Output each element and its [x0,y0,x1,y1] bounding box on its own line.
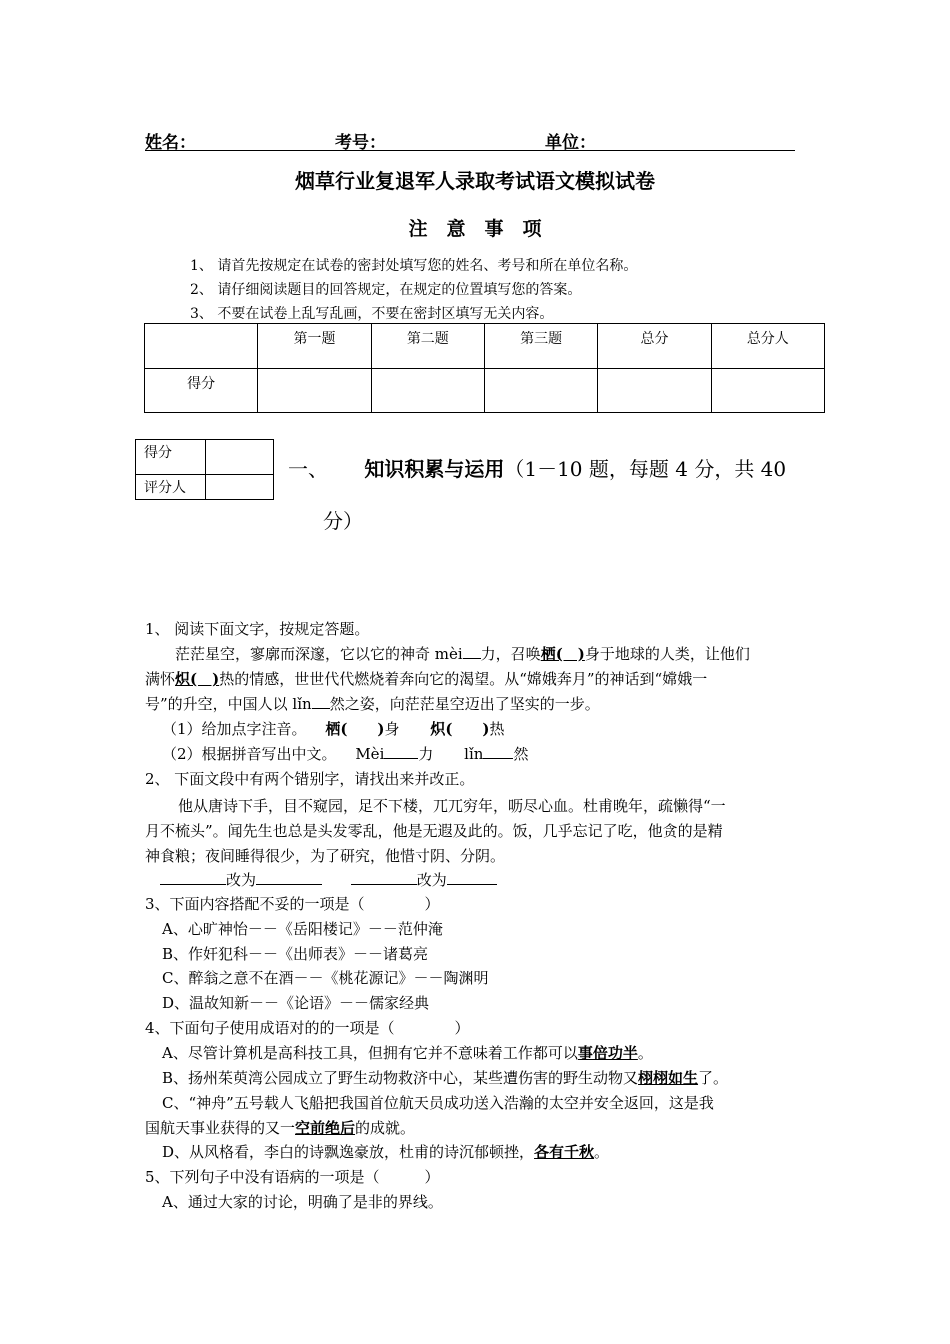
q1-passage-line [145,668,707,689]
q4-text: B、扬州茱萸湾公园成立了野生动物救济中心，某些遭伤害的野生动物又 [162,1069,639,1087]
q1-sub1 [162,718,505,739]
q2-passage-line: 他从唐诗下手，目不窥园，足不下楼，兀兀穷年，呖尽心血。杜甫晚年，疏懒得“一 [178,797,726,815]
q2-answer-line [160,869,497,890]
q1-text: 满怀 [145,670,176,688]
section-heading [288,453,786,482]
q1-blank[interactable] [312,694,330,709]
q1-text: 热的情感，世世代代燃烧着奔向它的渴望。从“嫦娥奔月”的神话到“嫦娥一 [219,670,708,688]
q4-option-d[interactable] [162,1141,609,1162]
notice-heading: 注 意 事 项 [408,218,542,240]
q1-passage-line [175,643,750,664]
notice-item: 2、 请仔细阅读题目的回答规定，在规定的位置填写您的答案。 [190,282,582,298]
score-cell[interactable] [258,369,371,413]
q4-text: 了。 [698,1069,729,1087]
q4-option-c-cont [145,1117,415,1138]
q1-text: 力，召唤 [480,645,541,663]
notice-item: 1、 请首先按规定在试卷的密封处填写您的姓名、考号和所在单位名称。 [190,258,638,274]
notice-item: 3、 不要在试卷上乱写乱画，不要在密封区填写无关内容。 [190,306,554,322]
q2-passage-line: 神食粮；夜间睡得很少，为了研究，他惜寸阴、分阴。 [145,847,506,865]
score-table-header: 第一题 [258,324,371,369]
q2-passage-line: 月不梳头”。闻先生也总是头发零乱，他是无遐及此的。饭，几乎忘记了吃，他贪的是精 [145,822,723,840]
q4-stem: 4、下面句子使用成语对的的一项是（ ） [145,1019,470,1037]
q3-option[interactable]: A、心旷神怡－－《岳阳楼记》－－范仲淹 [162,920,443,938]
q2-stem: 2、 下面文段中有两个错别字，请找出来并改正。 [145,770,475,788]
score-table-header: 第三题 [484,324,597,369]
exam-header [145,128,795,151]
q1-sub1-text: 热 [489,720,505,738]
q2-change-label: 改为 [416,871,447,889]
q5-option[interactable]: A、通过大家的讨论，明确了是非的界线。 [162,1193,443,1211]
exam-no-label: 考号： [335,133,386,153]
section-score-label: 得分 [136,440,206,475]
score-table-header: 第二题 [371,324,484,369]
q1-sub1-text: 身 [384,720,400,738]
q1-sub2-pinyin: Mèi [355,745,385,763]
q4-text: 。 [594,1143,610,1161]
unit-label: 单位： [545,133,596,153]
q1-text: 然之姿，向茫茫星空迈出了坚实的一步。 [329,695,600,713]
q1-text: 身于地球的人类，让他们 [584,645,750,663]
q1-sub1-word[interactable]: 栖( ) [325,720,385,738]
q2-blank[interactable] [351,870,417,885]
q4-option-c[interactable]: C、“神舟”五号载人飞船把我国首位航天员成功送入浩瀚的太空并安全返回，这是我 [162,1094,714,1112]
q1-sub2 [162,743,528,764]
q1-passage-line [145,693,600,714]
q1-sub2-blank[interactable] [483,744,513,759]
score-table [144,323,825,413]
q1-sub2-label: （2）根据拼音写出中文。 [162,745,337,763]
q4-text: 。 [637,1044,653,1062]
section-note-cont: 分） [323,509,363,533]
q3-option[interactable]: D、温故知新－－《论语》－－儒家经典 [162,994,430,1012]
q4-text: A、尽管计算机是高科技工具，但拥有它并不意味着工作都可以 [162,1044,578,1062]
q1-stem: 1、 阅读下面文字，按规定答题。 [145,620,370,638]
section-score-cell[interactable] [206,440,274,475]
score-row-label: 得分 [145,369,258,413]
q2-change-label: 改为 [226,871,257,889]
page-title: 烟草行业复退军人录取考试语文模拟试卷 [295,169,655,193]
q3-option[interactable]: C、醉翁之意不在酒－－《桃花源记》－－陶渊明 [162,969,489,987]
q3-stem: 3、下面内容搭配不妥的一项是（ ） [145,895,440,913]
q4-idiom: 各有千秋 [534,1143,595,1161]
section-grading-box [135,439,274,500]
name-label: 姓名： [145,133,196,153]
score-cell[interactable] [484,369,597,413]
q1-text: 茫茫星空，寥廓而深邃，它以它的神奇 mèi [175,645,463,663]
q4-option-a[interactable] [162,1042,653,1063]
q4-idiom: 空前绝后 [295,1119,356,1137]
q4-text: D、从风格看，李白的诗飘逸豪放，杜甫的诗沉郁顿挫， [162,1143,535,1161]
q2-blank[interactable] [160,870,226,885]
q1-sub1-word[interactable]: 炽( ) [430,720,490,738]
q5-stem: 5、下列句子中没有语病的一项是（ ） [145,1168,440,1186]
score-cell[interactable] [598,369,711,413]
score-cell[interactable] [711,369,824,413]
q3-option[interactable]: B、作奸犯科－－《出师表》－－诸葛亮 [162,945,429,963]
q1-sub2-pinyin: lǐn [464,745,484,763]
q2-blank[interactable] [256,870,322,885]
q4-text: 的成就。 [355,1119,416,1137]
q4-option-b[interactable] [162,1067,728,1088]
q4-idiom: 栩栩如生 [638,1069,699,1087]
q1-sub2-text: 然 [513,745,529,763]
q1-text: 号”的升空，中国人以 lǐn [145,695,312,713]
score-cell[interactable] [371,369,484,413]
q1-sub2-blank[interactable] [384,744,418,759]
score-table-header: 总分人 [711,324,824,369]
q4-text: 国航天事业获得的又一 [145,1119,296,1137]
section-number: 一、 [288,457,328,481]
score-table-header [145,324,258,369]
q1-sub1-label: （1）给加点字注音。 [162,720,307,738]
q2-blank[interactable] [447,870,497,885]
section-grader-cell[interactable] [206,475,274,500]
section-note: （1－10 题，每题 4 分，共 40 [504,457,787,481]
q1-marked-char: 栖( ) [540,645,585,663]
q4-idiom: 事倍功半 [577,1044,638,1062]
q1-marked-char: 炽( ) [175,670,220,688]
section-grader-label: 评分人 [136,475,206,500]
section-title: 知识积累与运用 [364,457,505,481]
q1-blank[interactable] [463,644,481,659]
q1-sub2-text: 力 [418,745,434,763]
score-table-header: 总分 [598,324,711,369]
